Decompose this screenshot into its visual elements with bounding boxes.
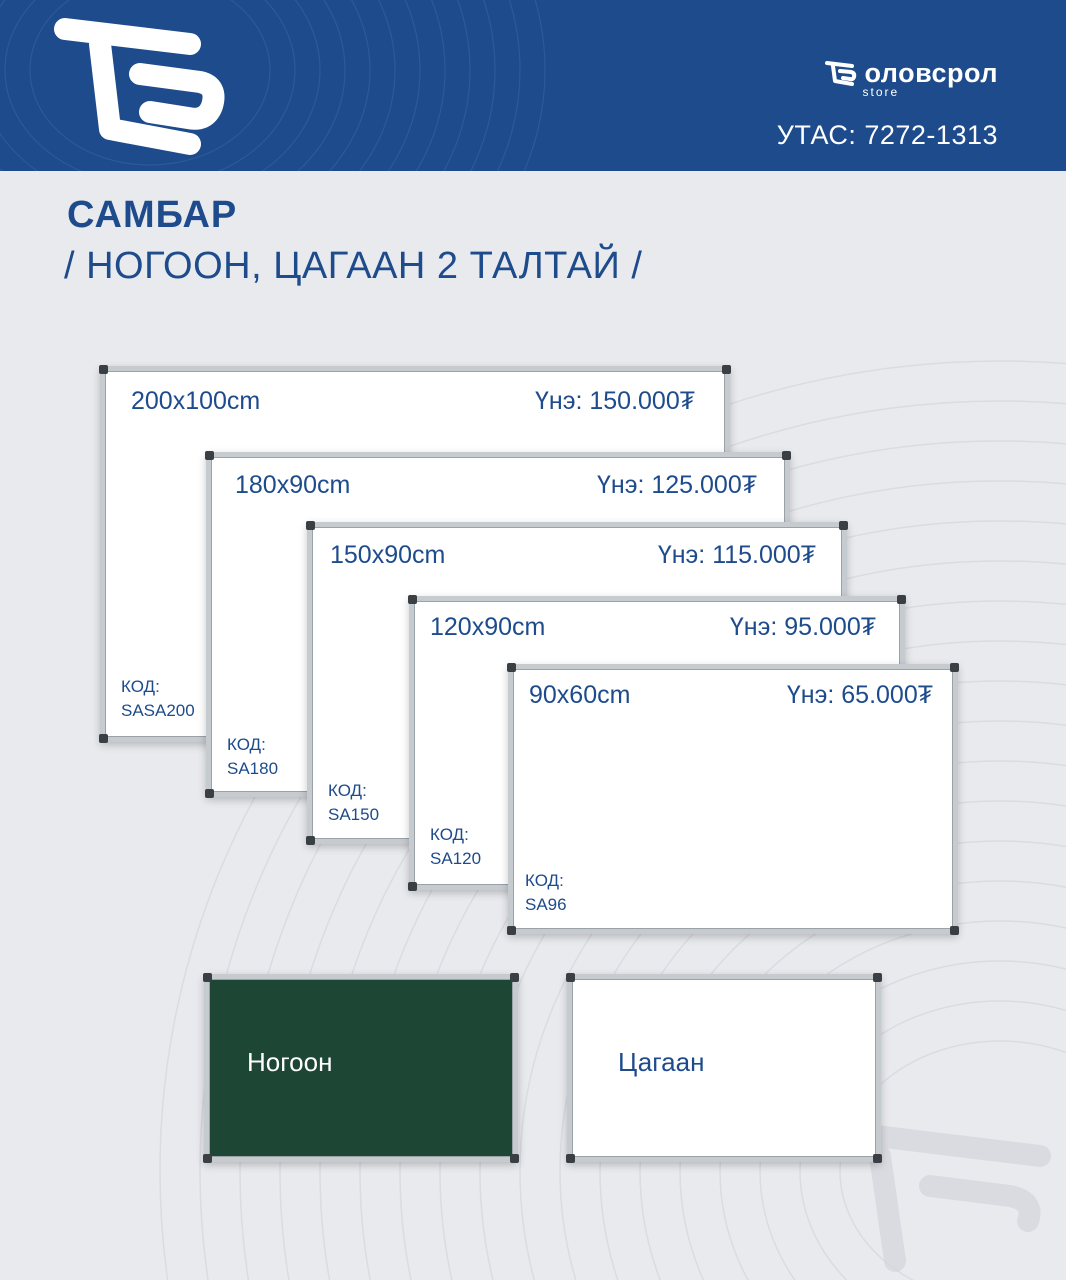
green-label: Ногоон — [247, 1047, 333, 1077]
header-banner — [0, 0, 1066, 171]
code-value: SA120 — [430, 849, 482, 868]
board-white-variant — [567, 974, 881, 1162]
board-90x60 — [508, 664, 958, 934]
code-value: SASA200 — [121, 701, 195, 720]
board-size: 120x90cm — [430, 613, 546, 641]
board-price: Үнэ: 65.000₮ — [786, 681, 933, 709]
board-size: 180x90cm — [235, 471, 351, 499]
board-green-variant — [204, 974, 518, 1162]
board-size: 90x60cm — [529, 681, 631, 709]
brand-sub: store — [862, 85, 900, 99]
board-code — [525, 869, 567, 917]
code-label: КОД: — [328, 781, 367, 800]
board-size: 150x90cm — [330, 541, 446, 569]
board-code — [328, 779, 379, 827]
brand-block — [824, 58, 998, 99]
board-price: Үнэ: 150.000₮ — [535, 387, 695, 415]
phone-number: УТАС: 7272-1313 — [776, 120, 998, 150]
code-value: SA96 — [525, 895, 567, 914]
code-value: SA180 — [227, 759, 279, 778]
board-size: 200x100cm — [131, 387, 261, 415]
code-label: КОД: — [121, 677, 160, 696]
brand-cart-icon — [824, 59, 858, 89]
board-price: Үнэ: 115.000₮ — [657, 541, 816, 569]
board-code — [430, 823, 481, 871]
code-label: КОД: — [525, 871, 564, 890]
brand-name: оловсрол — [864, 58, 998, 88]
page-title: САМБАР — [67, 194, 238, 236]
page-subtitle: / НОГООН, ЦАГААН 2 ТАЛТАЙ / — [64, 245, 643, 287]
code-label: КОД: — [227, 735, 266, 754]
board-code — [227, 733, 278, 781]
board-price: Үнэ: 125.000₮ — [597, 471, 757, 499]
board-price: Үнэ: 95.000₮ — [729, 613, 876, 641]
code-value: SA150 — [328, 805, 380, 824]
board-code — [121, 675, 195, 723]
code-label: КОД: — [430, 825, 469, 844]
white-label: Цагаан — [618, 1047, 705, 1077]
brand-logo-large — [40, 4, 240, 164]
